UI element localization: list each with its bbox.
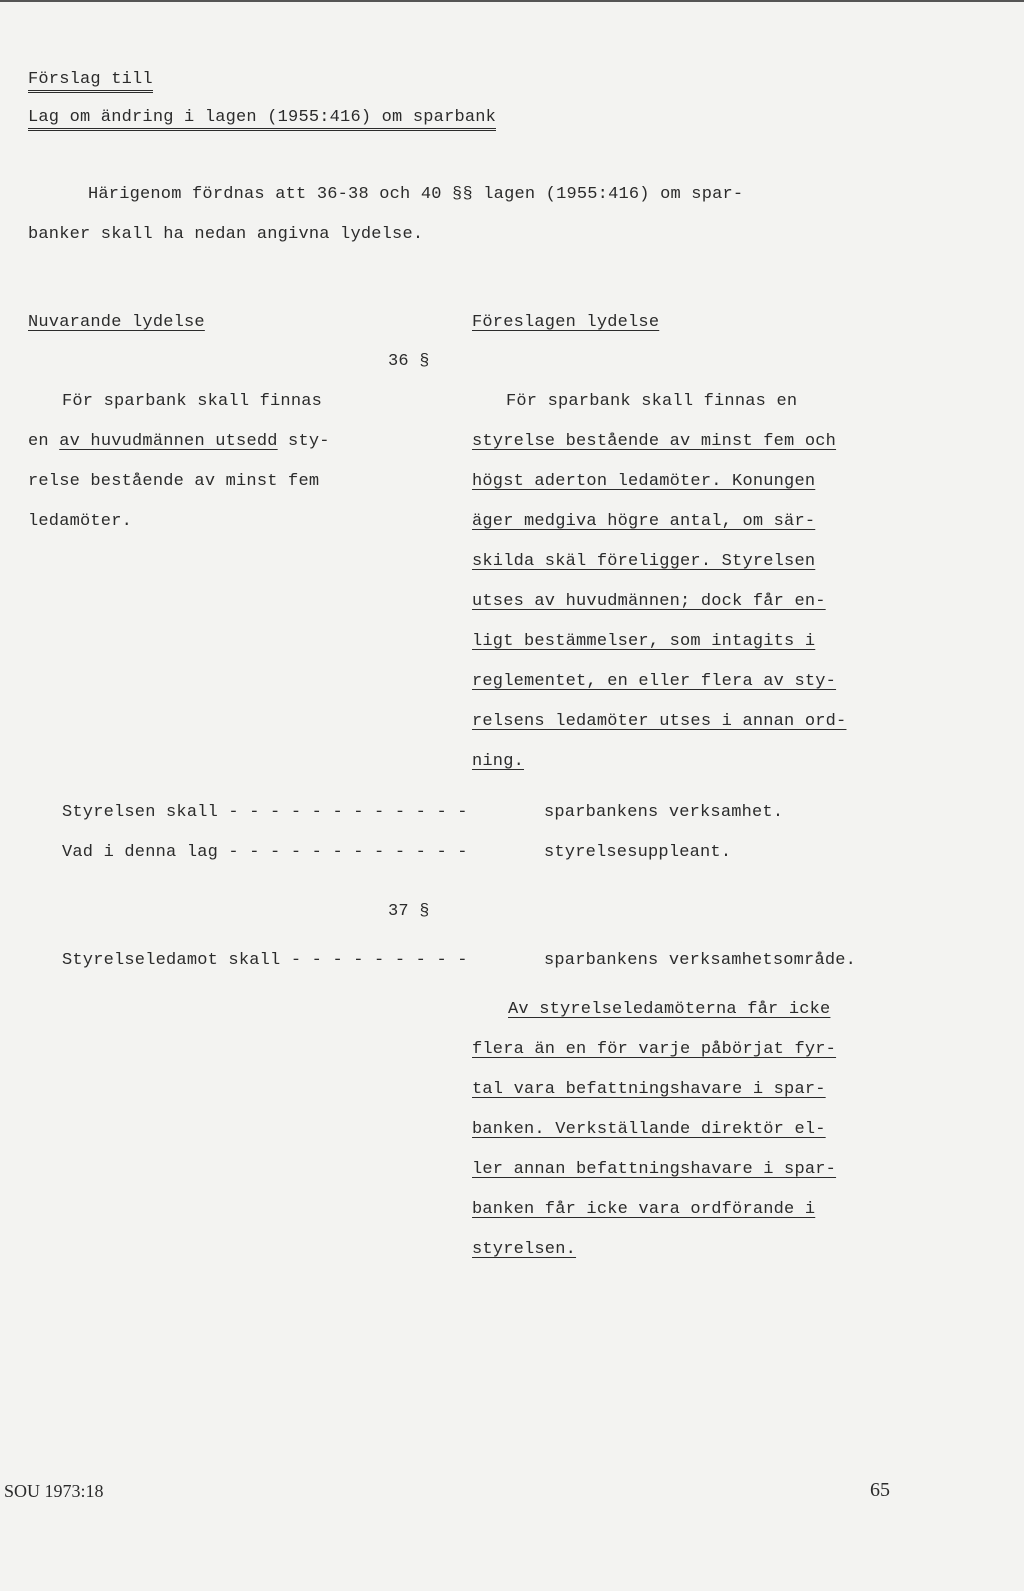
proposed-line: utses av huvudmännen; dock får en- [472,592,826,611]
proposed-line: banken får icke vara ordförande i [472,1200,816,1219]
proposed-line: banken. Verkställande direktör el- [472,1120,826,1139]
current-line: relse bestående av minst fem [28,472,320,491]
proposed-line: För sparbank skall finnas en [506,392,798,411]
footer-series-reference: SOU 1973:18 [4,1481,104,1501]
current-line: För sparbank skall finnas [62,392,323,411]
top-edge [0,0,1024,2]
section-36-row-1-left: Styrelsen skall - - - - - - - - - - - - [62,803,468,822]
left-column-heading: Nuvarande lydelse [28,313,205,332]
right-column-heading: Föreslagen lydelse [472,313,660,332]
proposed-line: flera än en för varje påbörjat fyr- [472,1040,837,1059]
proposed-line: ning. [472,752,525,771]
proposed-line: relsens ledamöter utses i annan ord- [472,712,847,731]
section-36-row-2-right: styrelsesuppleant. [544,843,732,862]
proposed-line: tal vara befattningshavare i spar- [472,1080,826,1099]
section-36-row-1-right: sparbankens verksamhet. [544,803,784,822]
proposed-line: ler annan befattningshavare i spar- [472,1160,837,1179]
proposed-line: reglementet, en eller flera av sty- [472,672,837,691]
section-36-row-2-left: Vad i denna lag - - - - - - - - - - - - [62,843,468,862]
proposed-line: högst aderton ledamöter. Konungen [472,472,816,491]
proposed-line: ligt bestämmelser, som intagits i [472,632,816,651]
proposed-line: skilda skäl föreligger. Styrelsen [472,552,816,571]
intro-line-2: banker skall ha nedan angivna lydelse. [28,225,424,244]
proposed-line: styrelse bestående av minst fem och [472,432,837,451]
proposed-line: styrelsen. [472,1240,577,1259]
page-number: 65 [870,1479,890,1501]
section-37-number: 37 § [388,902,430,921]
title-line-2: Lag om ändring i lagen (1955:416) om sparbank [28,108,496,128]
current-line: en av huvudmännen utsedd sty- [28,432,330,451]
proposed-line: äger medgiva högre antal, om sär- [472,512,816,531]
section-37-row-1-right: sparbankens verksamhetsområde. [544,951,857,970]
section-36-number: 36 § [388,352,430,371]
section-37-row-1-left: Styrelseledamot skall - - - - - - - - - [62,951,468,970]
intro-line-1: Härigenom fördnas att 36-38 och 40 §§ lagen (1955:416) om spar- [88,185,744,204]
current-line: ledamöter. [28,512,133,531]
proposed-line: Av styrelseledamöterna får icke [508,1000,831,1019]
title-line-1: Förslag till [28,70,153,90]
